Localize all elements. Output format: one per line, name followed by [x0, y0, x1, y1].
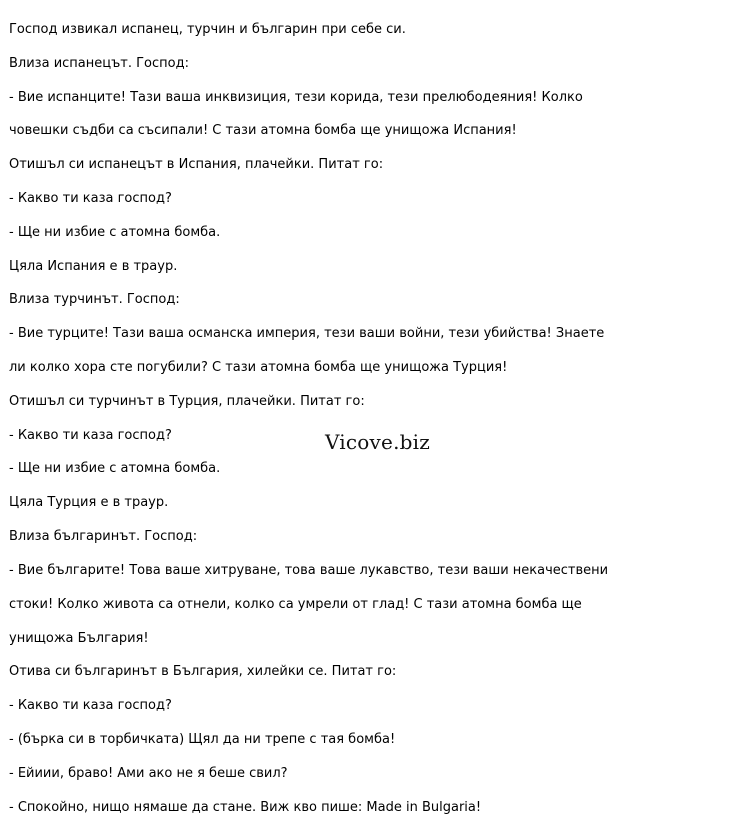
- joke-line: - Ще ни избие с атомна бомба.: [9, 224, 221, 240]
- joke-line: Влиза турчинът. Господ:: [9, 292, 180, 308]
- joke-line: стоки! Колко живота са отнели, колко са умрели от глад! С тази атомна бомба ще: [9, 596, 582, 612]
- joke-line: - Вие българите! Това ваше хитруване, това ваше лукавство, тези ваши некачествени: [9, 562, 609, 578]
- site-watermark: Vicove.biz: [325, 430, 430, 454]
- joke-line: Господ извикал испанец, турчин и българин при себе си.: [9, 21, 406, 37]
- joke-line: - Какво ти каза господ?: [9, 190, 172, 206]
- joke-line: Отишъл си турчинът в Турция, плачейки. Питат го:: [9, 393, 365, 409]
- joke-line: - Спокойно, нищо нямаше да стане. Виж кво пише: Made in Bulgaria!: [9, 799, 482, 815]
- joke-line: унищожа България!: [9, 630, 149, 646]
- joke-line: Отишъл си испанецът в Испания, плачейки. Питат го:: [9, 157, 384, 173]
- joke-text: [9, 5, 749, 833]
- joke-line: Отива си българинът в България, хилейки се. Питат го:: [9, 664, 397, 680]
- joke-line: - (бърка си в торбичката) Щял да ни трепе с тая бомба!: [9, 731, 396, 747]
- joke-line: Влиза испанецът. Господ:: [9, 55, 189, 71]
- joke-line: Цяла Турция е в траур.: [9, 495, 169, 511]
- joke-line: - Какво ти каза господ?: [9, 698, 172, 714]
- joke-line: - Какво ти каза господ?: [9, 427, 172, 443]
- joke-line: - Ейиии, браво! Ами ако не я беше свил?: [9, 765, 288, 781]
- joke-line: - Ще ни избие с атомна бомба.: [9, 461, 221, 477]
- joke-line: човешки съдби са съсипали! С тази атомна бомба ще унищожа Испания!: [9, 123, 517, 139]
- joke-line: ли колко хора сте погубили? С тази атомна бомба ще унищожа Турция!: [9, 360, 508, 376]
- joke-line: - Вие испанците! Тази ваша инквизиция, тези корида, тези прелюбодеяния! Колко: [9, 89, 583, 105]
- joke-line: - Вие турците! Тази ваша османска империя, тези ваши войни, тези убийства! Знаете: [9, 326, 605, 342]
- joke-line: Цяла Испания е в траур.: [9, 258, 178, 274]
- joke-line: Влиза българинът. Господ:: [9, 529, 198, 545]
